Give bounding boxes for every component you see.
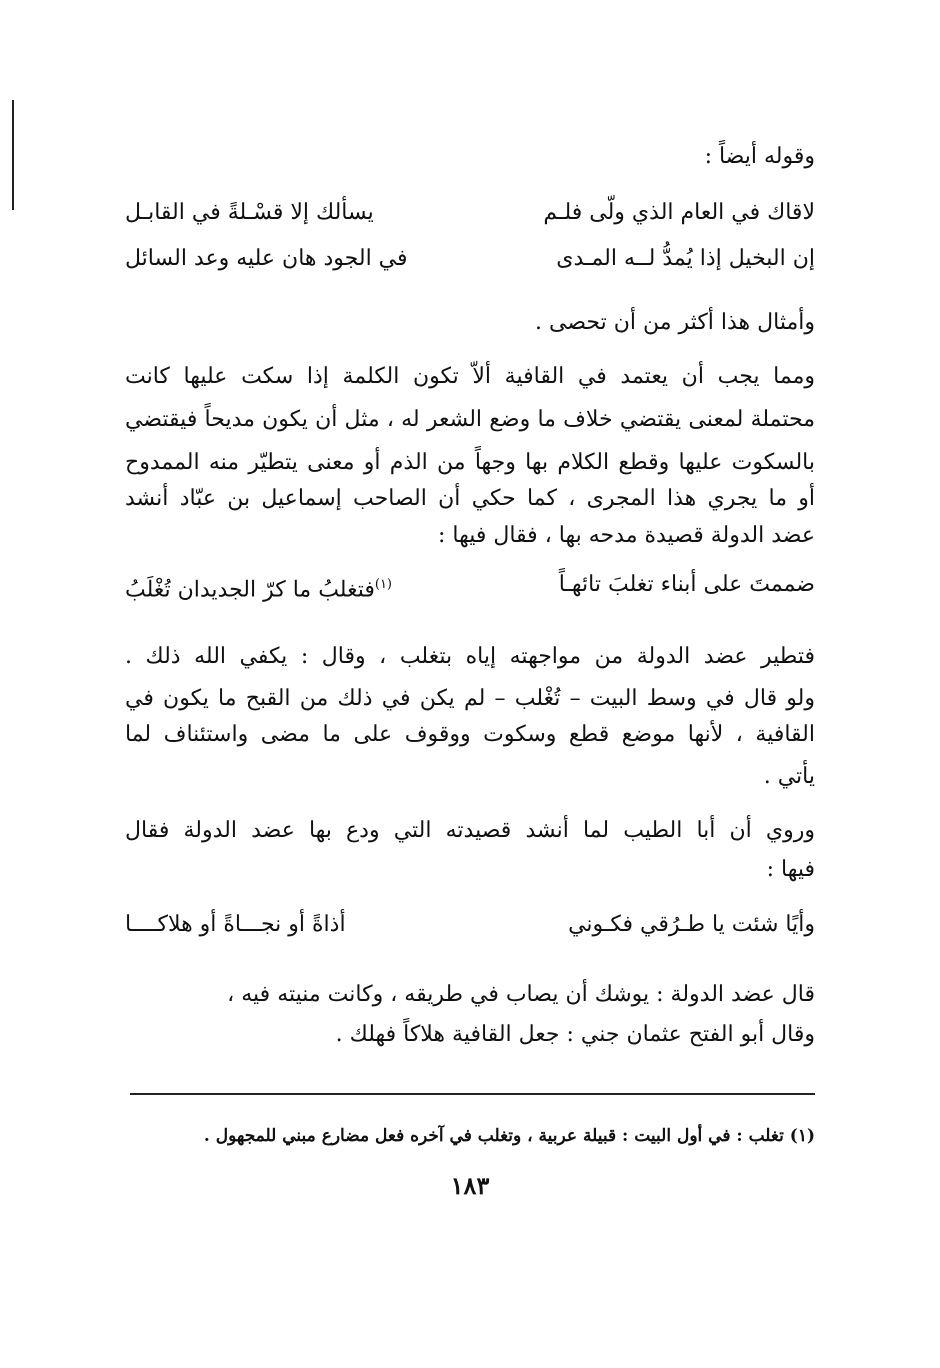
verse-3-second-hemistich [125, 566, 392, 609]
verse-4-first-hemistich: وأيًا شئت يا طـرُقي فكـوني [568, 912, 815, 937]
paragraph-2-line: محتملة لمعنى يقتضي خلاف ما وضع الشعر له ، مثل أن يكون مديحاً فيقتضي [125, 407, 815, 432]
footnote-rule [130, 1093, 815, 1095]
verse-1-first-hemistich: لاقاك في العام الذي ولّى فلـم [543, 200, 815, 225]
paragraph-3-line: القافية ، لأنها موضع قطع وسكوت ووقوف على ما مضى واستئناف لما [125, 722, 815, 747]
page-number: ١٨٣ [450, 1171, 490, 1200]
paragraph-2-line: بالسكوت عليها وقطع الكلام بها وجهاً من الذم أو معنى يتطيّر منه الممدوح [125, 450, 815, 475]
paragraph-4-line: وروي أن أبا الطيب لما أنشد قصيدته التي ودع بها عضد الدولة فقال [125, 818, 815, 843]
paragraph-2-line: ومما يجب أن يعتمد في القافية ألاّ تكون الكلمة إذا سكت عليها كانت [125, 364, 815, 389]
verse-4 [125, 906, 815, 946]
intro-line: وقوله أيضاً : [704, 144, 815, 169]
verse-2 [125, 240, 815, 280]
verse-3 [125, 566, 815, 606]
verse-3-first-hemistich: ضممتَ على أبناء تغلبَ تائهـاً [558, 572, 815, 597]
verse-2-first-hemistich: إن البخيل إذا يُمدُّ لــه المـدى [556, 246, 815, 271]
paragraph-2-line: أو ما يجري هذا المجرى ، كما حكي أن الصاحب إسماعيل بن عبّاد أنشد [125, 486, 815, 511]
footnote-marker: (١) [374, 577, 392, 592]
paragraph-3-line: يأتي . [763, 764, 815, 789]
verse-1 [125, 194, 815, 234]
paragraph-3-line: ولو قال في وسط البيت – تُغْلب – لم يكن في ذلك من القبح ما يكون في [125, 686, 815, 711]
verse-1-second-hemistich: يسألك إلا قسْـلةً في القابـل [125, 200, 374, 225]
paragraph-4-line: فيها : [766, 857, 815, 882]
paragraph-5-line: قال عضد الدولة : يوشك أن يصاب في طريقه ، وكانت منيته فيه ، [227, 982, 815, 1007]
verse-3-second-hemistich-text: فتغلبُ ما كرّ الجديدان تُغْلَبُ [125, 577, 375, 603]
verse-4-second-hemistich: أذاةً أو نجـــاةً أو هلاكــــا [125, 912, 346, 937]
footnote: (١) تغلب : في أول البيت : قبيلة عربية ، وتغلب في آخره فعل مضارع مبني للمجهول . [203, 1126, 815, 1146]
paragraph-3-line: فتطير عضد الدولة من مواجهته إياه بتغلب ، وقال : يكفي الله ذلك . [125, 644, 816, 669]
verse-2-second-hemistich: في الجود هان عليه وعد السائل [125, 246, 408, 271]
margin-rule [12, 100, 14, 210]
closing-line: وأمثال هذا أكثر من أن تحصى . [535, 310, 815, 335]
paragraph-2-line: عضد الدولة قصيدة مدحه بها ، فقال فيها : [437, 523, 815, 548]
paragraph-5-line: وقال أبو الفتح عثمان جني : جعل القافية هلاكاً فهلك . [335, 1022, 815, 1047]
